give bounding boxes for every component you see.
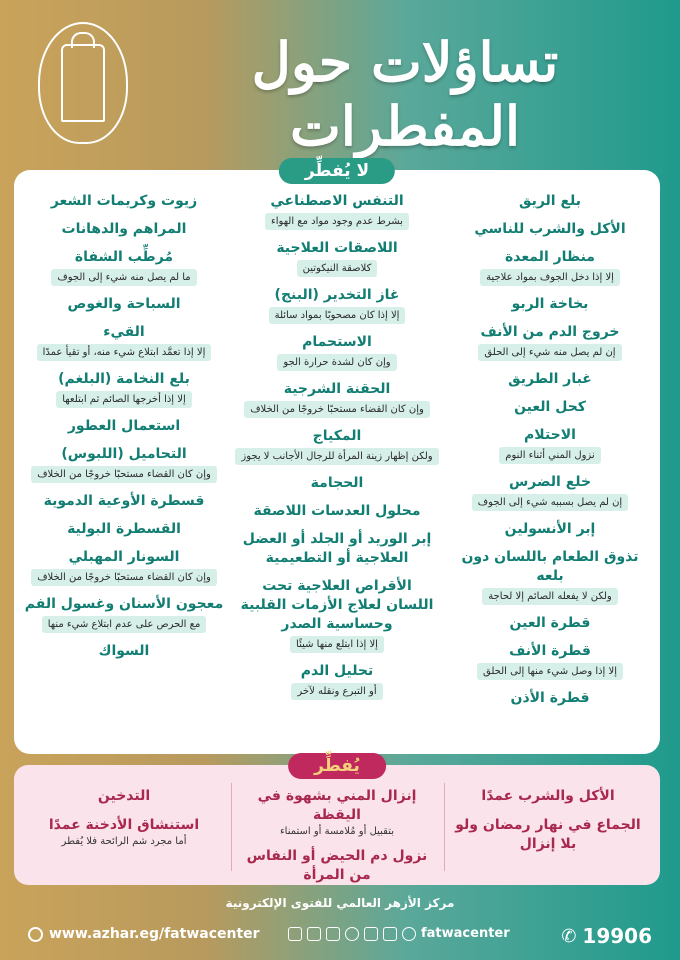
item-title: القيء — [103, 324, 145, 340]
list-item — [450, 473, 650, 511]
social-handle: fatwacenter — [421, 926, 510, 941]
item-title: تذوق الطعام باللسان دون بلعه — [461, 549, 639, 584]
item-title: نزول دم الحيض أو النفاس من المرأة — [246, 848, 428, 883]
list-item — [448, 816, 648, 854]
facebook-icon[interactable] — [288, 927, 302, 941]
breaks-fast-badge: يُفطِّر — [288, 753, 386, 779]
no-break-column-1 — [450, 192, 650, 717]
item-title: السباحة والغوص — [67, 296, 181, 312]
list-item — [237, 577, 437, 653]
item-title: إنزال المني بشهوة في اليقظة — [257, 788, 417, 823]
item-title: كحل العين — [514, 399, 586, 415]
item-title: قسطرة الأوعية الدموية — [43, 493, 205, 509]
item-title: معجون الأسنان وغسول الفم — [24, 596, 224, 612]
item-title: السواك — [98, 643, 150, 659]
mosque-icon — [61, 44, 105, 122]
list-item — [24, 370, 224, 408]
item-title: قطرة الأذن — [510, 690, 590, 706]
list-item — [24, 520, 224, 539]
list-item — [24, 192, 224, 211]
item-title: الحقنة الشرجية — [283, 381, 391, 397]
item-title: غاز التخدير (البنج) — [274, 287, 400, 303]
breaks-column-2 — [237, 787, 437, 895]
item-note: كلاصقة النيكوتين — [297, 260, 378, 277]
item-note: وإن كان القضاء مستحبًا خروجًا من الخلاف — [244, 401, 430, 418]
list-item — [450, 220, 650, 239]
list-item — [24, 323, 224, 361]
item-note: إلا إذا كان مصحوبًا بمواد سائلة — [269, 307, 406, 324]
list-item — [450, 192, 650, 211]
item-title: بلع النخامة (البلغم) — [58, 371, 190, 387]
globe-icon — [28, 927, 43, 942]
item-note: إلا إذا وصل شيء منها إلى الحلق — [477, 663, 623, 680]
list-item — [237, 239, 437, 277]
website-text: www.azhar.eg/fatwacenter — [49, 926, 260, 942]
item-title: إبر الأنسولين — [504, 521, 596, 537]
list-item — [237, 427, 437, 465]
item-title: المكياج — [312, 428, 362, 444]
item-note: إن لم يصل بسببه شيء إلى الجوف — [472, 494, 628, 511]
item-title: إبر الوريد أو الجلد أو العضل العلاجية أو التطعيمية — [242, 531, 432, 566]
item-title: تحليل الدم — [300, 663, 374, 679]
list-item — [237, 380, 437, 418]
item-title: بلع الريق — [518, 193, 582, 209]
item-note: إلا إذا تعمَّد ابتلاع شيء منه، أو تقيأ عمدًا — [37, 344, 212, 361]
item-note: وإن كان القضاء مستحبًا خروجًا من الخلاف — [31, 569, 217, 586]
list-item — [237, 530, 437, 568]
divider — [231, 783, 232, 871]
item-title: الأكل والشرب للناسي — [474, 221, 626, 237]
footer — [0, 890, 680, 960]
item-note: ولكن لا يفعله الصائم إلا لحاجة — [482, 588, 618, 605]
item-title: خلع الضرس — [508, 474, 592, 490]
item-note: مع الحرص على عدم ابتلاع شيء منها — [42, 616, 207, 633]
azhar-logo — [38, 22, 128, 144]
list-item — [24, 248, 224, 286]
website-link[interactable] — [28, 926, 260, 942]
does-not-break-fast-panel — [14, 161, 660, 754]
item-title: اللاصقات العلاجية — [276, 240, 398, 256]
list-item — [237, 333, 437, 371]
item-title: الاحتلام — [524, 427, 576, 443]
tiktok-icon[interactable] — [364, 927, 378, 941]
item-note: ما لم يصل منه شيء إلى الجوف — [51, 269, 196, 286]
list-item — [237, 662, 437, 700]
item-title: خروج الدم من الأنف — [480, 324, 620, 340]
social-links[interactable] — [288, 926, 510, 941]
divider — [444, 783, 445, 871]
list-item — [24, 816, 224, 847]
list-item — [450, 520, 650, 539]
list-item — [450, 323, 650, 361]
item-title: الجماع في نهار رمضان ولو بلا إنزال — [455, 817, 641, 852]
hotline[interactable] — [561, 924, 652, 948]
item-title: الأكل والشرب عمدًا — [481, 788, 615, 804]
item-title: غبار الطريق — [508, 371, 592, 387]
header — [0, 0, 680, 160]
list-item — [450, 642, 650, 680]
item-title: مُرطِّب الشفاة — [74, 249, 174, 265]
item-title: قطرة العين — [509, 615, 591, 631]
item-note: إلا إذا دخل الجوف بمواد علاجية — [480, 269, 620, 286]
telegram-icon[interactable] — [383, 927, 397, 941]
item-title: السونار المهبلي — [68, 549, 180, 565]
item-title: قطرة الأنف — [509, 643, 591, 659]
item-title: الأقراص العلاجية تحت اللسان لعلاج الأزمات القلبية وحساسية الصدر — [240, 578, 434, 632]
does-not-break-badge: لا يُفطِّر — [279, 158, 395, 184]
list-item — [24, 787, 224, 806]
list-item — [24, 642, 224, 661]
item-title: بخاخة الربو — [511, 296, 589, 312]
item-title: القسطرة البولية — [67, 521, 181, 537]
item-title: منظار المعدة — [505, 249, 595, 265]
whatsapp-icon[interactable] — [402, 927, 416, 941]
list-item — [450, 295, 650, 314]
list-item — [450, 614, 650, 633]
item-note: أو التبرع ونقله لآخر — [291, 683, 382, 700]
item-title: الحجامة — [310, 475, 364, 491]
list-item — [237, 502, 437, 521]
item-title: التدخين — [97, 788, 151, 804]
youtube-icon[interactable] — [326, 927, 340, 941]
list-item — [450, 689, 650, 708]
item-note: وإن كان لشدة حرارة الجو — [277, 354, 396, 371]
item-note: بشرط عدم وجود مواد مع الهواء — [265, 213, 409, 230]
breaks-fast-panel — [14, 756, 660, 885]
page-title: تساؤلات حول المفطرات — [251, 30, 559, 158]
list-item — [24, 595, 224, 633]
item-note: وإن كان القضاء مستحبًا خروجًا من الخلاف — [31, 466, 217, 483]
item-note: نزول المني أثناء النوم — [499, 447, 600, 464]
item-title: المراهم والدهانات — [61, 221, 187, 237]
list-item — [450, 248, 650, 286]
item-note: ولكن إظهار زينة المرأة للرجال الأجانب لا يجوز — [235, 448, 438, 465]
list-item — [24, 445, 224, 483]
item-title: استنشاق الأدخنة عمدًا — [48, 817, 200, 833]
list-item — [237, 286, 437, 324]
list-item — [237, 474, 437, 493]
item-title: استعمال العطور — [67, 418, 181, 434]
list-item — [24, 548, 224, 586]
no-break-column-3 — [24, 192, 224, 670]
breaks-column-1 — [448, 787, 648, 864]
list-item — [24, 417, 224, 436]
phone-icon: ✆ — [561, 925, 577, 947]
list-item — [24, 295, 224, 314]
breaks-column-3 — [24, 787, 224, 857]
list-item — [448, 787, 648, 806]
instagram-icon[interactable] — [345, 927, 359, 941]
list-item — [450, 398, 650, 417]
center-name: مركز الأزهر العالمي للفتوى الإلكترونية — [225, 896, 455, 910]
no-break-column-2 — [237, 192, 437, 709]
list-item — [237, 192, 437, 230]
x-icon[interactable] — [307, 927, 321, 941]
item-title: التنفس الاصطناعي — [270, 193, 404, 209]
item-title: محلول العدسات اللاصقة — [253, 503, 421, 519]
list-item — [450, 548, 650, 605]
item-title: الاستحمام — [302, 334, 372, 350]
list-item — [450, 426, 650, 464]
list-item — [24, 220, 224, 239]
item-title: التحاميل (اللبوس) — [61, 446, 187, 462]
hotline-number: 19906 — [582, 924, 652, 948]
list-item — [237, 847, 437, 885]
item-title: زيوت وكريمات الشعر — [50, 193, 198, 209]
list-item — [24, 492, 224, 511]
list-item — [237, 787, 437, 837]
item-note: أما مجرد شم الرائحة فلا يُفطر — [61, 836, 187, 847]
item-note: إن لم يصل منه شيء إلى الحلق — [478, 344, 621, 361]
list-item — [450, 370, 650, 389]
item-note: بتقبيل أو مُلامسة أو استمناء — [279, 826, 395, 837]
item-note: إلا إذا ابتلع منها شيئًا — [290, 636, 384, 653]
item-note: إلا إذا أخرجها الصائم ثم ابتلعها — [56, 391, 192, 408]
